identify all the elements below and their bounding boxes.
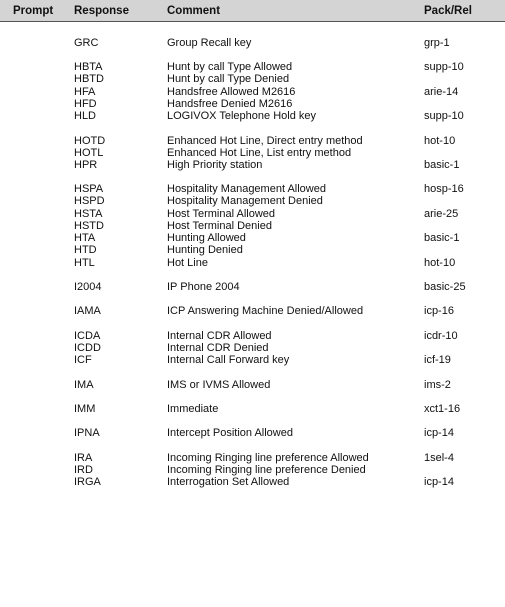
pack-rel-cell: icp-14 [424, 476, 454, 488]
response-cell [74, 86, 97, 110]
comment-cell [167, 232, 246, 256]
pack-rel-cell: basic-25 [424, 281, 466, 293]
pack-rel-cell: grp-1 [424, 37, 450, 49]
pack-rel-cell: basic-1 [424, 159, 460, 171]
response-code: HTL [74, 257, 95, 269]
pack-rel-cell: ims-2 [424, 379, 451, 391]
header-prompt: Prompt [13, 5, 54, 17]
comment-cell [167, 427, 293, 439]
response-cell [74, 305, 101, 317]
response-cell [74, 208, 104, 232]
comment-cell [167, 135, 363, 159]
comment-text: Hunt by call Type Allowed [167, 61, 293, 73]
pack-rel-cell: arie-25 [424, 208, 459, 220]
response-code: GRC [74, 37, 99, 49]
comment-cell [167, 379, 270, 391]
pack-rel-cell: xct1-16 [424, 403, 461, 415]
comment-cell [167, 61, 292, 85]
response-cell [74, 159, 97, 171]
comment-cell [167, 452, 369, 476]
comment-text: High Priority station [167, 159, 263, 171]
response-code: IRA [74, 452, 93, 464]
comment-text: Internal CDR Allowed [167, 330, 272, 342]
response-code: I2004 [74, 281, 102, 293]
comment-cell [167, 281, 240, 293]
pack-rel-cell: supp-10 [424, 61, 464, 73]
pack-rel-cell: 1sel-4 [424, 452, 454, 464]
response-code: HOTL [74, 147, 104, 159]
comment-text: Host Terminal Allowed [167, 208, 276, 220]
comment-text: ICP Answering Machine Denied/Allowed [167, 305, 364, 317]
pack-rel-cell: icp-14 [424, 427, 454, 439]
response-code: HBTA [74, 61, 103, 73]
comment-cell [167, 403, 218, 415]
response-code: IRD [74, 464, 93, 476]
comment-text: IMS or IVMS Allowed [167, 379, 271, 391]
response-code: HOTD [74, 135, 106, 147]
header-comment: Comment [167, 5, 221, 17]
comment-text: Host Terminal Denied [167, 220, 272, 232]
comment-text: Enhanced Hot Line, List entry method [167, 147, 352, 159]
pack-rel-cell: hot-10 [424, 257, 456, 269]
comment-cell [167, 208, 275, 232]
response-code: ICF [74, 354, 92, 366]
comment-text: Intercept Position Allowed [167, 427, 293, 439]
comment-cell [167, 354, 289, 366]
pack-rel-cell: arie-14 [424, 86, 459, 98]
response-cell [74, 330, 101, 354]
comment-text: Hunting Allowed [167, 232, 246, 244]
header-response: Response [74, 5, 129, 17]
pack-rel-cell: icp-16 [424, 305, 454, 317]
response-code: HPR [74, 159, 98, 171]
comment-text: Enhanced Hot Line, Direct entry method [167, 135, 363, 147]
response-code: HSTD [74, 220, 104, 232]
comment-text: Hospitality Management Denied [167, 195, 323, 207]
response-cell [74, 281, 102, 293]
response-code: HSPA [74, 183, 104, 195]
response-code: ICDA [74, 330, 101, 342]
response-code: HFA [74, 86, 96, 98]
comment-text: Handsfree Allowed M2616 [167, 86, 296, 98]
pack-rel-cell: hosp-16 [424, 183, 464, 195]
response-code: IRGA [74, 476, 101, 488]
comment-cell [167, 86, 295, 110]
response-cell [74, 110, 96, 122]
response-cell [74, 135, 105, 159]
comment-text: Group Recall key [167, 37, 252, 49]
comment-text: Hot Line [167, 257, 208, 269]
comment-text: Hospitality Management Allowed [167, 183, 326, 195]
pack-rel-cell: icf-19 [424, 354, 451, 366]
response-cell [74, 232, 97, 256]
comment-cell [167, 476, 289, 488]
response-code: HBTD [74, 73, 104, 85]
pack-rel-cell: hot-10 [424, 135, 456, 147]
response-cell [74, 427, 100, 439]
comment-text: Interrogation Set Allowed [167, 476, 290, 488]
comment-cell [167, 330, 272, 354]
response-code: ICDD [74, 342, 101, 354]
response-code: HFD [74, 98, 97, 110]
response-cell [74, 379, 94, 391]
comment-cell [167, 305, 363, 317]
response-code: IPNA [74, 427, 100, 439]
comment-text: IP Phone 2004 [167, 281, 240, 293]
pack-rel-cell: basic-1 [424, 232, 460, 244]
comment-cell [167, 159, 262, 171]
comment-text: Handsfree Denied M2616 [167, 98, 293, 110]
comment-text: Hunting Denied [167, 244, 243, 256]
response-cell [74, 183, 105, 207]
response-code: HTD [74, 244, 97, 256]
comment-text: Internal CDR Denied [167, 342, 269, 354]
comment-text: Incoming Ringing line preference Denied [167, 464, 366, 476]
response-code: IMA [74, 379, 94, 391]
comment-text: Incoming Ringing line preference Allowed [167, 452, 369, 464]
pack-rel-cell: supp-10 [424, 110, 464, 122]
comment-cell [167, 257, 208, 269]
comment-cell [167, 183, 326, 207]
comment-text: Internal Call Forward key [167, 354, 290, 366]
comment-cell [167, 110, 316, 122]
header-pack-rel: Pack/Rel [424, 5, 472, 17]
response-cell [74, 37, 98, 49]
comment-text: LOGIVOX Telephone Hold key [167, 110, 316, 122]
response-code: HSPD [74, 195, 105, 207]
comment-cell [167, 37, 251, 49]
response-cell [74, 257, 95, 269]
table-header [0, 0, 505, 22]
response-code: IAMA [74, 305, 101, 317]
response-cell [74, 476, 101, 488]
response-cell [74, 403, 95, 415]
response-cell [74, 61, 104, 85]
comment-text: Hunt by call Type Denied [167, 73, 290, 85]
response-cell [74, 354, 92, 366]
response-code: HSTA [74, 208, 103, 220]
response-code: HLD [74, 110, 97, 122]
response-code: IMM [74, 403, 96, 415]
pack-rel-cell: icdr-10 [424, 330, 458, 342]
comment-text: Immediate [167, 403, 219, 415]
response-cell [74, 452, 93, 476]
response-code: HTA [74, 232, 96, 244]
